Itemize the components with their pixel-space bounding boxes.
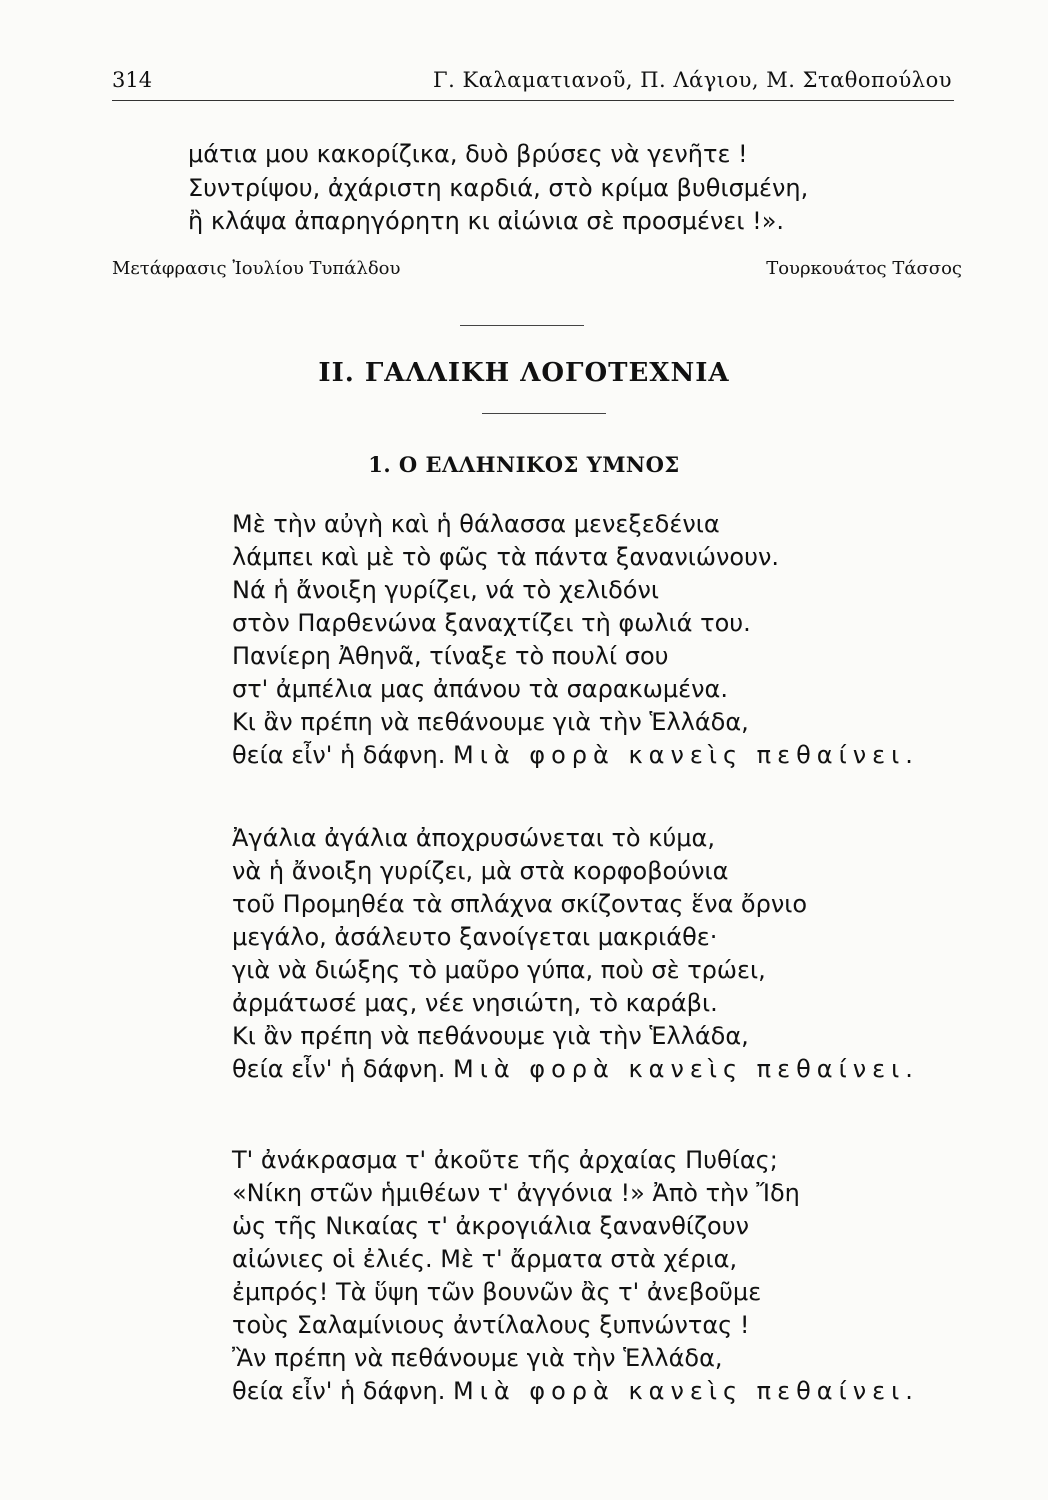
verse-line: μεγάλο, ἀσάλευτο ξανοίγεται μακριάθε· [232,923,718,951]
stanza-3 [232,1144,992,1408]
verse-line: τοῦ Προμηθέα τὰ σπλάχνα σκίζοντας ἕνα ὄρνιο [232,890,808,918]
poem-title: 1. Ο ΕΛΛΗΝΙΚΟΣ ΥΜΝΟΣ [368,452,680,477]
verse-line: στὸν Παρθενώνα ξαναχτίζει τὴ φωλιά του. [232,609,751,637]
verse-line: τοὺς Σαλαμίνιους ἀντίλαλους ξυπνώντας ! [232,1311,750,1339]
running-head: Γ. Καλαματιανοῦ, Π. Λάγιου, Μ. Σταθοπούλου [433,68,952,92]
verse-line: Τ' ἀνάκρασμα τ' ἀκοῦτε τῆς ἀρχαίας Πυθίας; [232,1146,778,1174]
verse-line: ἀρμάτωσέ μας, νέε νησιώτη, τὸ καράβι. [232,989,718,1017]
refrain-line [232,739,992,772]
refrain-spaced-text: Μιὰ φορὰ κανεὶς πεθαίνει. [453,1055,919,1083]
page-number: 314 [112,68,153,92]
verse-line: Νά ἡ ἄνοιξη γυρίζει, νά τὸ χελιδόνι [232,576,660,604]
verse-line: ἐμπρός! Τὰ ὕψη τῶν βουνῶν ἂς τ' ἀνεβοῦμε [232,1278,762,1306]
verse-line: Ἂν πρέπη νὰ πεθάνουμε γιὰ τὴν Ἑλλάδα, [232,1344,723,1372]
divider-rule [460,325,584,326]
verse-line: Συντρίψου, ἀχάριστη καρδιά, στὸ κρίμα βυθισμένη, [188,173,809,202]
translator-credit: Μετάφρασις Ἰουλίου Τυπάλδου [112,258,401,279]
previous-poem-ending [188,138,888,239]
refrain-spaced-text: Μιὰ φορὰ κανεὶς πεθαίνει. [453,741,919,769]
verse-line: Κι ἂν πρέπη νὰ πεθάνουμε γιὰ τὴν Ἑλλάδα, [232,708,749,736]
divider-rule [482,413,606,414]
verse-line: αἰώνιες οἱ ἐλιές. Μὲ τ' ἄρματα στὰ χέρια, [232,1245,738,1273]
page-header [112,68,952,102]
verse-line: στ' ἀμπέλια μας ἀπάνου τὰ σαρακωμένα. [232,675,728,703]
refrain-line [232,1053,992,1086]
verse-line: Πανίερη Ἀθηνᾶ, τίναξε τὸ πουλί σου [232,642,669,670]
verse-line: λάμπει καὶ μὲ τὸ φῶς τὰ πάντα ξανανιώνουν. [232,543,779,571]
verse-line: «Νίκη στῶν ἡμιθέων τ' ἀγγόνια !» Ἀπὸ τὴν Ἴδη [232,1179,800,1207]
verse-line: γιὰ νὰ διώξης τὸ μαῦρο γύπα, ποὺ σὲ τρώει, [232,956,766,984]
author-credit: Τουρκουάτος Τάσσος [766,258,962,279]
poem-credits [112,258,962,284]
refrain-text: θεία εἶν' ἡ δάφνη. [232,741,446,769]
refrain-spaced-text: Μιὰ φορὰ κανεὶς πεθαίνει. [453,1377,919,1405]
stanza-1 [232,508,992,772]
verse-line: Κι ἂν πρέπη νὰ πεθάνουμε γιὰ τὴν Ἑλλάδα, [232,1022,749,1050]
refrain-line [232,1375,992,1408]
refrain-text: θεία εἶν' ἡ δάφνη. [232,1055,446,1083]
header-rule [112,100,954,101]
verse-line: ἢ κλάψα ἀπαρηγόρητη κι αἰώνια σὲ προσμένει !». [188,207,785,235]
verse-line: Ἀγάλια ἀγάλια ἀποχρυσώνεται τὸ κύμα, [232,824,715,852]
section-title: II. ΓΑΛΛΙΚΗ ΛΟΓΟΤΕΧΝΙΑ [318,358,730,388]
verse-line: ὡς τῆς Νικαίας τ' ἀκρογιάλια ξανανθίζουν [232,1212,750,1240]
refrain-text: θεία εἶν' ἡ δάφνη. [232,1377,446,1405]
verse-line: Μὲ τὴν αὐγὴ καὶ ἡ θάλασσα μενεξεδένια [232,510,720,538]
verse-line: νὰ ἡ ἄνοιξη γυρίζει, μὰ στὰ κορφοβούνια [232,857,729,885]
verse-line: μάτια μου κακορίζικα, δυὸ βρύσες νὰ γενῆτε ! [188,140,748,168]
stanza-2 [232,822,992,1086]
